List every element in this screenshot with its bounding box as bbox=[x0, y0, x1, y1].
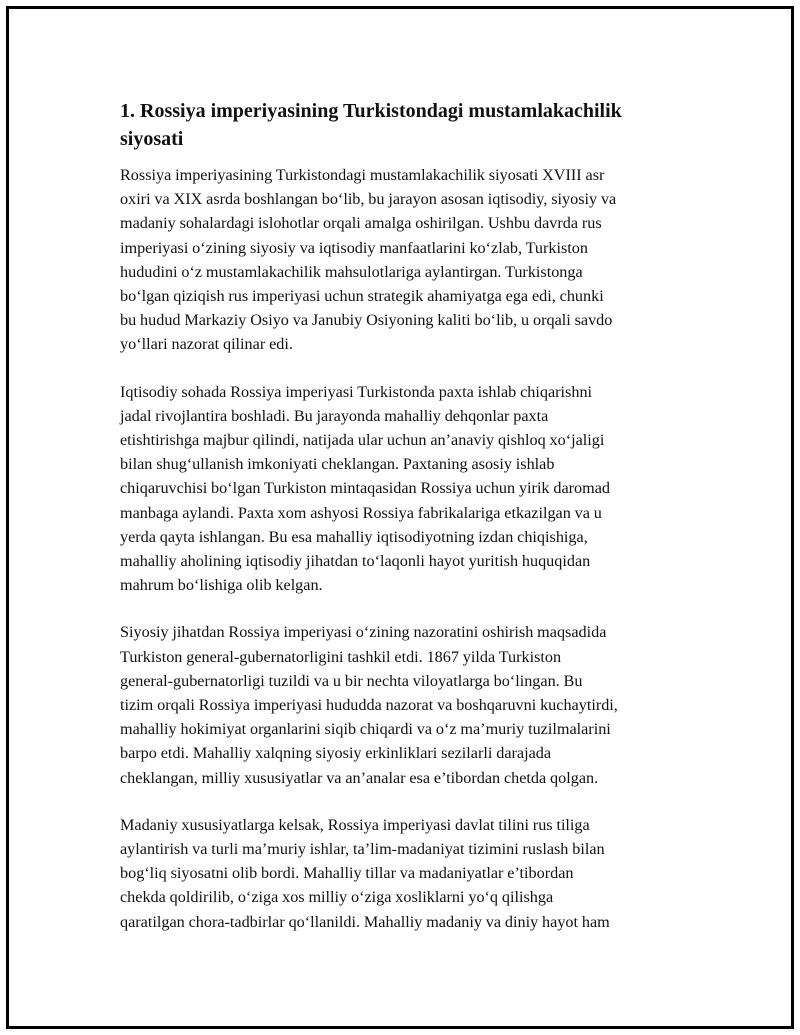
paragraph-line: Rossiya imperiyasining Turkistondagi mustamlakachilik siyosati XVIII asr bbox=[120, 166, 605, 184]
paragraph-line: manbaga aylandi. Paxta xom ashyosi Rossiya fabrikalariga etkazilgan va u bbox=[120, 503, 602, 522]
document-content bbox=[120, 97, 700, 957]
document-page bbox=[6, 6, 794, 1029]
paragraph-list bbox=[120, 163, 700, 934]
paragraph-line: bog‘liq siyosatni olib bordi. Mahalliy tillar va madaniyatlar e’tibordan bbox=[120, 864, 574, 883]
body-paragraph bbox=[120, 813, 700, 934]
paragraph-line: general-gubernatorligi tuzildi va u bir nechta viloyatlarga bo‘lingan. Bu bbox=[120, 671, 583, 690]
paragraph-line: mahalliy aholining iqtisodiy jihatdan to‘laqonli hayot yuritish huquqidan bbox=[120, 552, 591, 571]
paragraph-line: tizim orqali Rossiya imperiyasi hududda nazorat va boshqaruvni kuchaytirdi, bbox=[120, 696, 618, 715]
body-paragraph bbox=[120, 163, 700, 357]
paragraph-line: jadal rivojlantira boshladi. Bu jarayonda mahalliy dehqonlar paxta bbox=[120, 406, 549, 425]
body-paragraph bbox=[120, 380, 700, 598]
heading-line: 1. Rossiya imperiyasining Turkistondagi mustamlakachilik bbox=[120, 100, 622, 122]
paragraph-line: bilan shug‘ullanish imkoniyati cheklangan. Paxtaning asosiy ishlab bbox=[120, 455, 555, 474]
paragraph-line: mahrum bo‘lishiga olib kelgan. bbox=[120, 576, 323, 595]
paragraph-line: chiqaruvchisi bo‘lgan Turkiston mintaqasidan Rossiya uchun yirik daromad bbox=[120, 479, 611, 498]
paragraph-line: yo‘llari nazorat qilinar edi. bbox=[120, 335, 293, 354]
heading-line: siyosati bbox=[120, 128, 184, 150]
paragraph-line: Madaniy xususiyatlarga kelsak, Rossiya imperiyasi davlat tilini rus tiliga bbox=[120, 815, 590, 834]
paragraph-line: qaratilgan chora-tadbirlar qo‘llanildi. Mahalliy madaniy va diniy hayot ham bbox=[120, 912, 610, 931]
paragraph-line: Turkiston general-gubernatorligini tashkil etdi. 1867 yilda Turkiston bbox=[120, 647, 562, 666]
paragraph-line: barpo etdi. Mahalliy xalqning siyosiy erkinliklari sezilarli darajada bbox=[120, 744, 552, 763]
paragraph-line: madaniy sohalardagi islohotlar orqali amalga oshirilgan. Ushbu davrda rus bbox=[120, 214, 602, 233]
paragraph-line: etishtirishga majbur qilindi, natijada ular uchun an’anaviy qishloq xo‘jaligi bbox=[120, 431, 605, 450]
paragraph-line: oxiri va XIX asrda boshlangan bo‘lib, bu jarayon asosan iqtisodiy, siyosiy va bbox=[120, 190, 617, 209]
paragraph-line: Siyosiy jihatdan Rossiya imperiyasi o‘zining nazoratini oshirish maqsadida bbox=[120, 623, 607, 642]
section-heading bbox=[120, 97, 700, 153]
paragraph-line: yerda qayta ishlangan. Bu esa mahalliy iqtisodiyotning izdan chiqishiga, bbox=[120, 527, 588, 546]
paragraph-line: hududini o‘z mustamlakachilik mahsulotlariga aylantirgan. Turkistonga bbox=[120, 262, 583, 281]
paragraph-line: cheklangan, milliy xususiyatlar va an’analar esa e’tibordan chetda qolgan. bbox=[120, 768, 599, 787]
paragraph-line: bo‘lgan qiziqish rus imperiyasi uchun strategik ahamiyatga ega edi, chunki bbox=[120, 287, 604, 306]
paragraph-line: mahalliy hokimiyat organlarini siqib chiqardi va o‘z ma’muriy tuzilmalarini bbox=[120, 720, 611, 739]
paragraph-line: Iqtisodiy sohada Rossiya imperiyasi Turkistonda paxta ishlab chiqarishni bbox=[120, 382, 593, 401]
paragraph-line: bu hudud Markaziy Osiyo va Janubiy Osiyoning kaliti bo‘lib, u orqali savdo bbox=[120, 311, 613, 330]
paragraph-line: aylantirish va turli ma’muriy ishlar, ta’lim-madaniyat tizimini ruslash bilan bbox=[120, 840, 605, 859]
body-paragraph bbox=[120, 620, 700, 789]
paragraph-line: chekda qoldirilib, o‘ziga xos milliy o‘ziga xosliklarni yo‘q qilishga bbox=[120, 888, 554, 907]
paragraph-line: imperiyasi o‘zining siyosiy va iqtisodiy manfaatlarini ko‘zlab, Turkiston bbox=[120, 238, 588, 257]
